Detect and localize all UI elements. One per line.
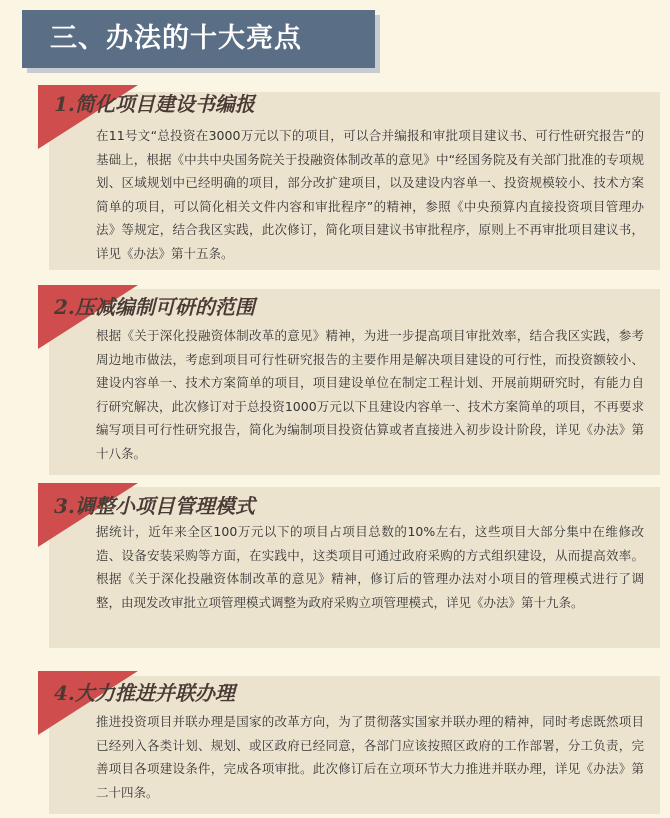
page-title-banner: 三、办法的十大亮点 [22,10,375,68]
section-title: 3.调整小项目管理模式 [54,494,255,518]
section-title: 2.压减编制可研的范围 [54,295,255,319]
section-body: 据统计，近年来全区100万元以下的项目占项目总数的10%左右，这些项目大部分集中在维修改造、设备安装采购等方面，在实践中，这类项目可通过政府采购的方式组织建设，从而提高效率。根据《关于深化投融资体制改革的意见》精神，修订后的管理办法对小项目的管理模式进行了调整，由现发改审批立项管理模式调整为政府采购立项管理模式，详见《办法》第十九条。 [96,524,644,610]
section-body: 根据《关于深化投融资体制改革的意见》精神，为进一步提高项目审批效率，结合我区实践，参考周边地市做法，考虑到项目可行性研究报告的主要作用是解决项目建设的可行性，而投资额较小、建设内容单一、技术方案简单的项目，项目建设单位在制定工程计划、开展前期研究时，有能力自行研究解决，此次修订对于总投资1000万元以下且建设内容单一、技术方案简单的项目，不再要求编写项目可行性研究报告，简化为编制项目投资估算或者直接进入初步设计阶段，详见《办法》第十八条。 [96,328,644,461]
section-title: 4.大力推进并联办理 [54,681,235,705]
section-card-1 [49,92,660,270]
section-title: 1.简化项目建设书编报 [54,92,255,116]
section-body: 推进投资项目并联办理是国家的改革方向，为了贯彻落实国家并联办理的精神，同时考虑既然项目已经列入各类计划、规划、或区政府已经同意，各部门应该按照区政府的工作部署，分工负责，完善项目各项建设条件，完成各项审批。此次修订后在立项环节大力推进并联办理，详见《办法》第二十四条。 [96,714,644,800]
section-body: 在11号文“总投资在3000万元以下的项目，可以合并编报和审批项目建议书、可行性研究报告”的基础上，根据《中共中央国务院关于投融资体制改革的意见》中“经国务院及有关部门批准的专项规划、区域规划中已经明确的项目，部分改扩建项目，以及建设内容单一、投资规模较小、技术方案简单的项目，可以简化相关文件内容和审批程序”的精神，参照《中央预算内直接投资项目管理办法》等规定，结合我区实践，此次修订，简化项目建议书审批程序，原则上不再审批项目建议书，详见《办法》第十五条。 [96,128,644,261]
